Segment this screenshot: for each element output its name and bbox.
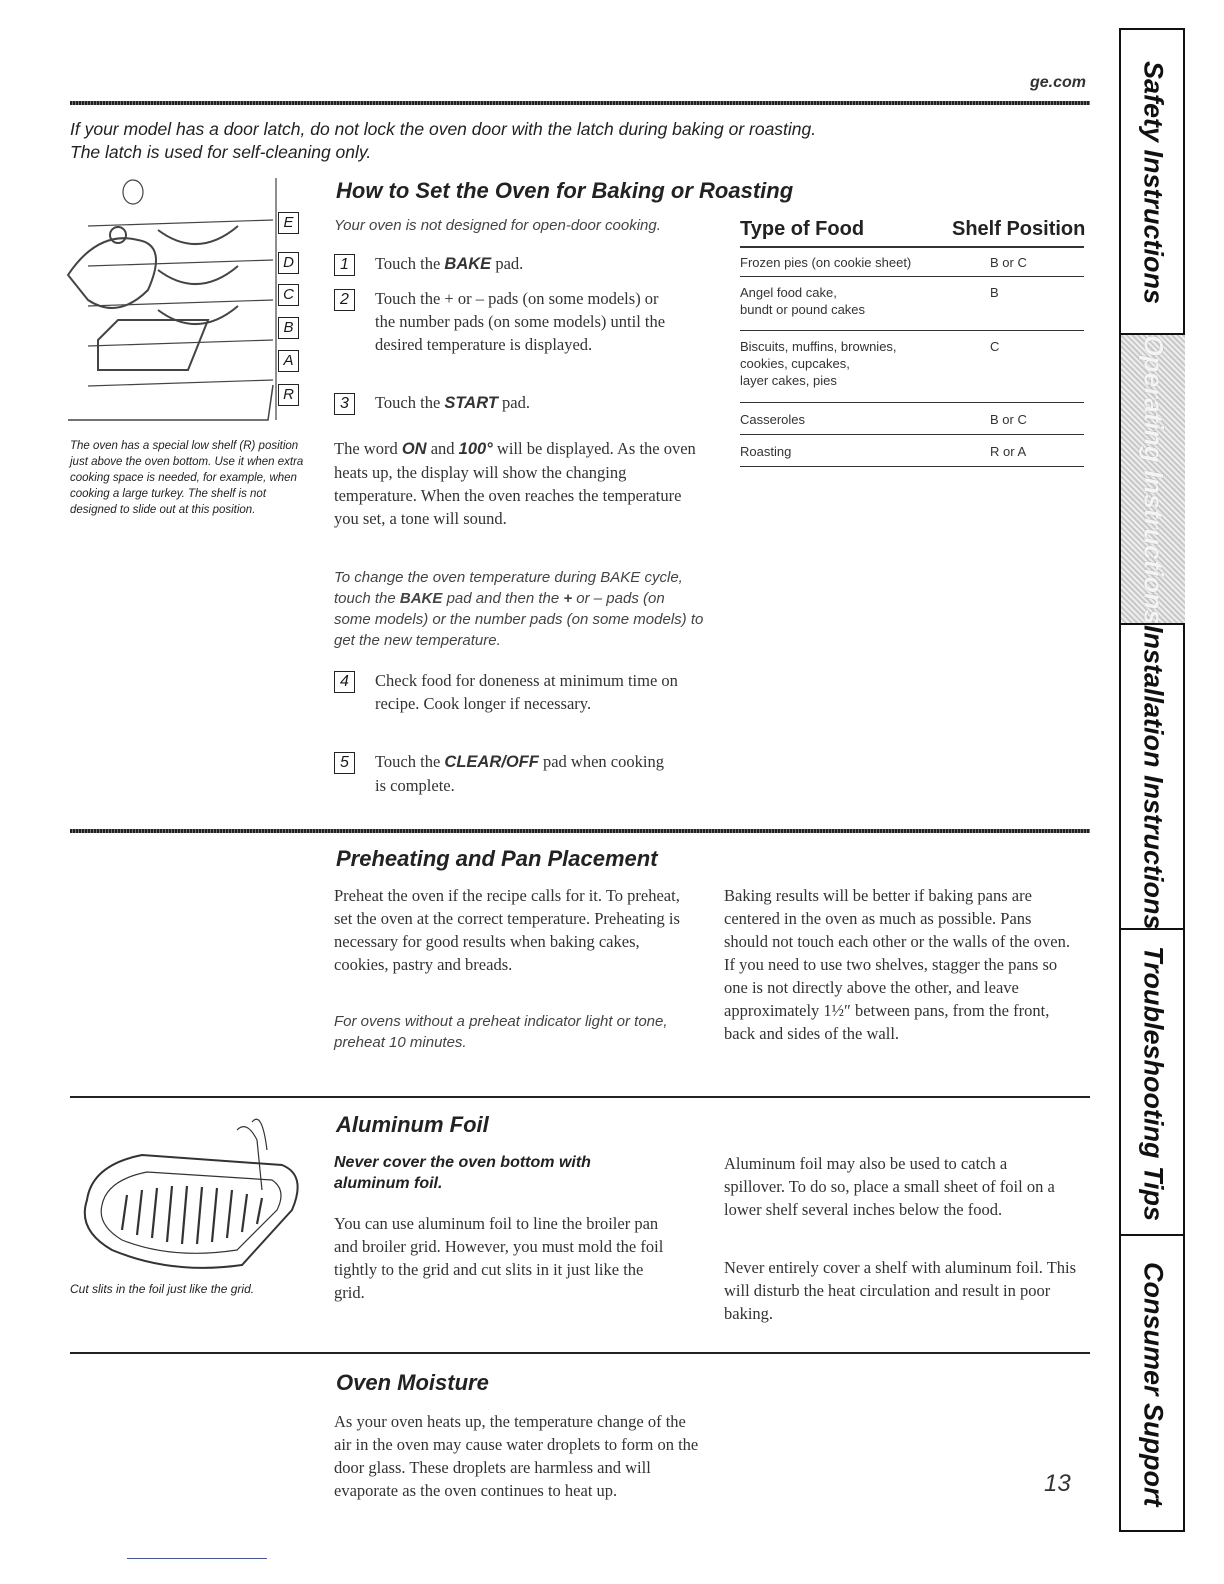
preheat-note: For ovens without a preheat indicator light or tone, preheat 10 minutes. bbox=[334, 1013, 668, 1051]
foil-paragraph-3: Never entirely cover a shelf with aluminum foil. This will disturb the heat circulation and result in poor baking. bbox=[724, 1258, 1077, 1323]
page-number: 13 bbox=[1044, 1470, 1071, 1497]
notice-line-1: If your model has a door latch, do not lock the oven door with the latch during baking or roasting. bbox=[70, 119, 817, 139]
door-latch-notice bbox=[70, 118, 816, 164]
header-rule bbox=[70, 101, 1090, 105]
shelf-label-d: D bbox=[278, 252, 299, 274]
foil-paragraph-1: You can use aluminum foil to line the broiler pan and broiler grid. However, you must mold the foil tightly to the grid and cut slits in it just like the grid. bbox=[334, 1214, 664, 1302]
shelf-label-r: R bbox=[278, 384, 299, 406]
section-divider bbox=[70, 1352, 1090, 1354]
change-temp-note: To change the oven temperature during BAKE cycle, touch the BAKE pad and then the + or – pads (on some models) or the number pads (on some models) to get the new temperature. bbox=[334, 569, 704, 649]
section-divider bbox=[70, 1096, 1090, 1098]
table-row bbox=[740, 436, 1084, 467]
oven-shelf-illustration bbox=[58, 170, 308, 435]
step-2-number: 2 bbox=[334, 289, 355, 311]
table-cell-shelf: R or A bbox=[990, 444, 1027, 459]
section-title-baking: How to Set the Oven for Baking or Roasting bbox=[336, 178, 794, 203]
tab-label: Installation Instructions bbox=[1138, 625, 1169, 930]
foil-warning: Never cover the oven bottom with aluminum foil. bbox=[334, 1154, 591, 1192]
step-4 bbox=[334, 669, 714, 715]
step-3 bbox=[334, 391, 714, 415]
table-header-rule bbox=[740, 246, 1084, 248]
table-row bbox=[740, 404, 1084, 435]
table-cell-food: Biscuits, muffins, brownies, cookies, cupcakes, layer cakes, pies bbox=[740, 339, 897, 388]
step-3-number: 3 bbox=[334, 393, 355, 415]
step-4-number: 4 bbox=[334, 671, 355, 693]
step-2 bbox=[334, 287, 714, 356]
step-1-text: Touch the BAKE pad. bbox=[375, 254, 524, 273]
notice-line-2: The latch is used for self-cleaning only. bbox=[70, 142, 372, 162]
bake-key: BAKE bbox=[444, 255, 492, 273]
site-url[interactable]: ge.com bbox=[1030, 74, 1087, 91]
foil-image-caption: Cut slits in the foil just like the grid. bbox=[70, 1282, 255, 1296]
tab-consumer-support[interactable] bbox=[1121, 1234, 1185, 1532]
step-1-number: 1 bbox=[334, 254, 355, 276]
tab-troubleshooting-tips[interactable] bbox=[1121, 928, 1185, 1236]
step-2-text: Touch the + or – pads (on some models) or the number pads (on some models) until the desired temperature is displayed. bbox=[375, 289, 666, 354]
table-cell-shelf: C bbox=[990, 339, 1000, 354]
table-cell-shelf: B or C bbox=[990, 412, 1027, 427]
table-header-shelf: Shelf Position bbox=[952, 218, 1086, 240]
section-title-moisture: Oven Moisture bbox=[336, 1370, 489, 1395]
step-1 bbox=[334, 252, 714, 276]
step-5-text: Touch the CLEAR/OFF pad when cooking is complete. bbox=[375, 752, 664, 795]
display-paragraph: The word ON and 100° will be displayed. As the oven heats up, the display will show the changing temperature. When the oven reaches the temperature you set, a tone will sound. bbox=[334, 439, 696, 528]
step-5 bbox=[334, 750, 714, 797]
table-cell-food: Roasting bbox=[740, 444, 792, 459]
tab-operating-instructions[interactable] bbox=[1121, 333, 1185, 625]
tab-label: Safety Instructions bbox=[1138, 60, 1169, 305]
footer-link-underline bbox=[127, 1558, 267, 1559]
shelf-label-b: B bbox=[278, 317, 299, 339]
broiler-pan-illustration bbox=[72, 1110, 312, 1280]
table-cell-shelf: B or C bbox=[990, 255, 1027, 270]
moisture-paragraph: As your oven heats up, the temperature change of the air in the oven may cause water droplets to form on the door glass. These droplets are harmless and will evaporate as the oven continues to heat up. bbox=[334, 1412, 699, 1500]
table-cell-food: Frozen pies (on cookie sheet) bbox=[740, 255, 912, 270]
clear-off-key: CLEAR/OFF bbox=[444, 753, 539, 771]
table-row bbox=[740, 278, 1084, 331]
tab-safety-instructions[interactable] bbox=[1121, 28, 1185, 335]
tab-label: Operating Instructions bbox=[1138, 335, 1169, 625]
table-header-food: Type of Food bbox=[740, 218, 865, 240]
preheat-paragraph: Preheat the oven if the recipe calls for it. To preheat, set the oven at the correct temperature. Preheating is necessary for good results when baking cakes, cookies, pastry and breads. bbox=[334, 886, 680, 974]
tab-label: Consumer Support bbox=[1138, 1261, 1169, 1507]
shelf-image-caption: The oven has a special low shelf (R) position just above the oven bottom. Use it when extra cooking space is needed, for example, when cooking a large turkey. The shelf is not designed to slide out at this position. bbox=[70, 440, 304, 516]
start-key: START bbox=[444, 394, 498, 412]
section-title-foil: Aluminum Foil bbox=[336, 1112, 489, 1137]
step-3-text: Touch the START pad. bbox=[375, 393, 530, 412]
tab-installation-instructions[interactable] bbox=[1121, 623, 1185, 930]
table-row bbox=[740, 332, 1084, 403]
table-cell-food: Angel food cake, bundt or pound cakes bbox=[740, 285, 866, 317]
section-divider bbox=[70, 829, 1090, 833]
foil-paragraph-2: Aluminum foil may also be used to catch a spillover. To do so, place a small sheet of foil on a lower shelf several inches below the food. bbox=[724, 1154, 1055, 1219]
shelf-label-c: C bbox=[278, 284, 299, 306]
step-4-text: Check food for doneness at minimum time on recipe. Cook longer if necessary. bbox=[375, 671, 678, 713]
tab-label: Troubleshooting Tips bbox=[1138, 945, 1169, 1221]
section-title-preheat: Preheating and Pan Placement bbox=[336, 846, 658, 871]
table-cell-shelf: B bbox=[990, 285, 999, 300]
shelf-label-e: E bbox=[278, 212, 299, 234]
step-5-number: 5 bbox=[334, 752, 355, 774]
pan-placement-paragraph: Baking results will be better if baking pans are centered in the oven as much as possible. Pans should not touch each other or the walls of the oven. If you need to use two shelves, stagger the pans so one is not directly above the other, and leave approximately 1½″ between pans, from the front, back and sides of the wall. bbox=[724, 886, 1070, 1043]
open-door-note: Your oven is not designed for open-door cooking. bbox=[334, 217, 661, 234]
table-cell-food: Casseroles bbox=[740, 412, 806, 427]
shelf-label-a: A bbox=[278, 350, 299, 372]
table-row bbox=[740, 250, 1084, 277]
